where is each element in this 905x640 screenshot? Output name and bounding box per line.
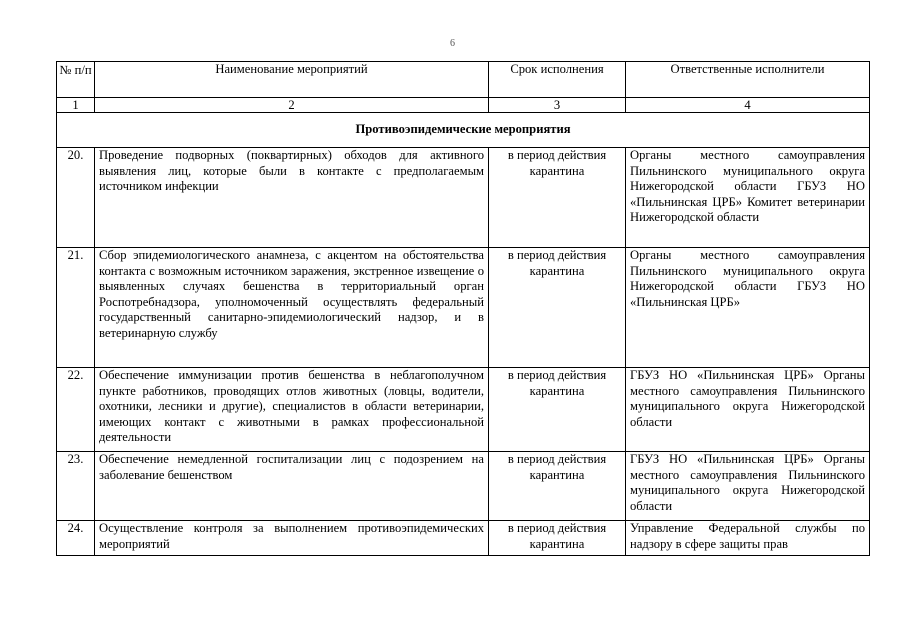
measure-executors: ГБУЗ НО «Пильнинская ЦРБ» Органы местного самоуправления Пильнинского муниципального округа Нижегородской области — [626, 452, 870, 521]
measure-name: Обеспечение немедленной госпитализации лиц с подозрением на заболевание бешенством — [95, 452, 489, 521]
measure-executors: Управление Федеральной службы по надзору в сфере защиты прав — [626, 521, 870, 556]
column-index: 2 — [95, 98, 489, 113]
table-row — [57, 248, 870, 368]
measure-term: в период действия карантина — [489, 452, 626, 521]
page-number: 6 — [450, 38, 455, 49]
measures-table — [56, 61, 870, 556]
header-name: Наименование мероприятий — [95, 62, 489, 98]
table-row — [57, 452, 870, 521]
measure-executors: ГБУЗ НО «Пильнинская ЦРБ» Органы местного самоуправления Пильнинского муниципального округа Нижегородской области — [626, 368, 870, 452]
measure-term: в период действия карантина — [489, 368, 626, 452]
column-index: 3 — [489, 98, 626, 113]
row-number: 21. — [57, 248, 95, 368]
column-index: 1 — [57, 98, 95, 113]
measure-name: Проведение подворных (поквартирных) обходов для активного выявления лиц, которые были в контакте с предполагаемым источником инфекции — [95, 148, 489, 248]
row-number: 23. — [57, 452, 95, 521]
row-number: 20. — [57, 148, 95, 248]
section-title: Противоэпидемические мероприятия — [57, 113, 870, 148]
measure-term: в период действия карантина — [489, 521, 626, 556]
measure-name: Сбор эпидемиологического анамнеза, с акцентом на обстоятельства контакта с возможным источником заражения, экстренное извещение о выявленных случаях бешенства в территориальный орган Роспотребнадзора, уполномоченный осуществлять федеральный государственный санитарно-эпидемиологический надзор, и в ветеринарную службу — [95, 248, 489, 368]
row-number: 22. — [57, 368, 95, 452]
header-executors: Ответственные исполнители — [626, 62, 870, 98]
table-row — [57, 368, 870, 452]
section-row — [57, 113, 870, 148]
measure-executors: Органы местного самоуправления Пильнинского муниципального округа Нижегородской области ГБУЗ НО «Пильнинская ЦРБ» Комитет ветеринарии Нижегородской области — [626, 148, 870, 248]
measure-term: в период действия карантина — [489, 248, 626, 368]
table-header-row — [57, 62, 870, 98]
measure-term: в период действия карантина — [489, 148, 626, 248]
measure-name: Обеспечение иммунизации против бешенства в неблагополучном пункте работников, проводящих отлов животных (ловцы, водители, охотники, лесники и другие), специалистов в области ветеринарии, имеющих контакт с животными в рамках профессиональной деятельности — [95, 368, 489, 452]
row-number: 24. — [57, 521, 95, 556]
measure-name: Осуществление контроля за выполнением противоэпидемических мероприятий — [95, 521, 489, 556]
header-number: № п/п — [57, 62, 95, 98]
column-index: 4 — [626, 98, 870, 113]
header-term: Срок исполнения — [489, 62, 626, 98]
measure-executors: Органы местного самоуправления Пильнинского муниципального округа Нижегородской области ГБУЗ НО «Пильнинская ЦРБ» — [626, 248, 870, 368]
table-row — [57, 521, 870, 556]
table-row — [57, 148, 870, 248]
column-index-row — [57, 98, 870, 113]
